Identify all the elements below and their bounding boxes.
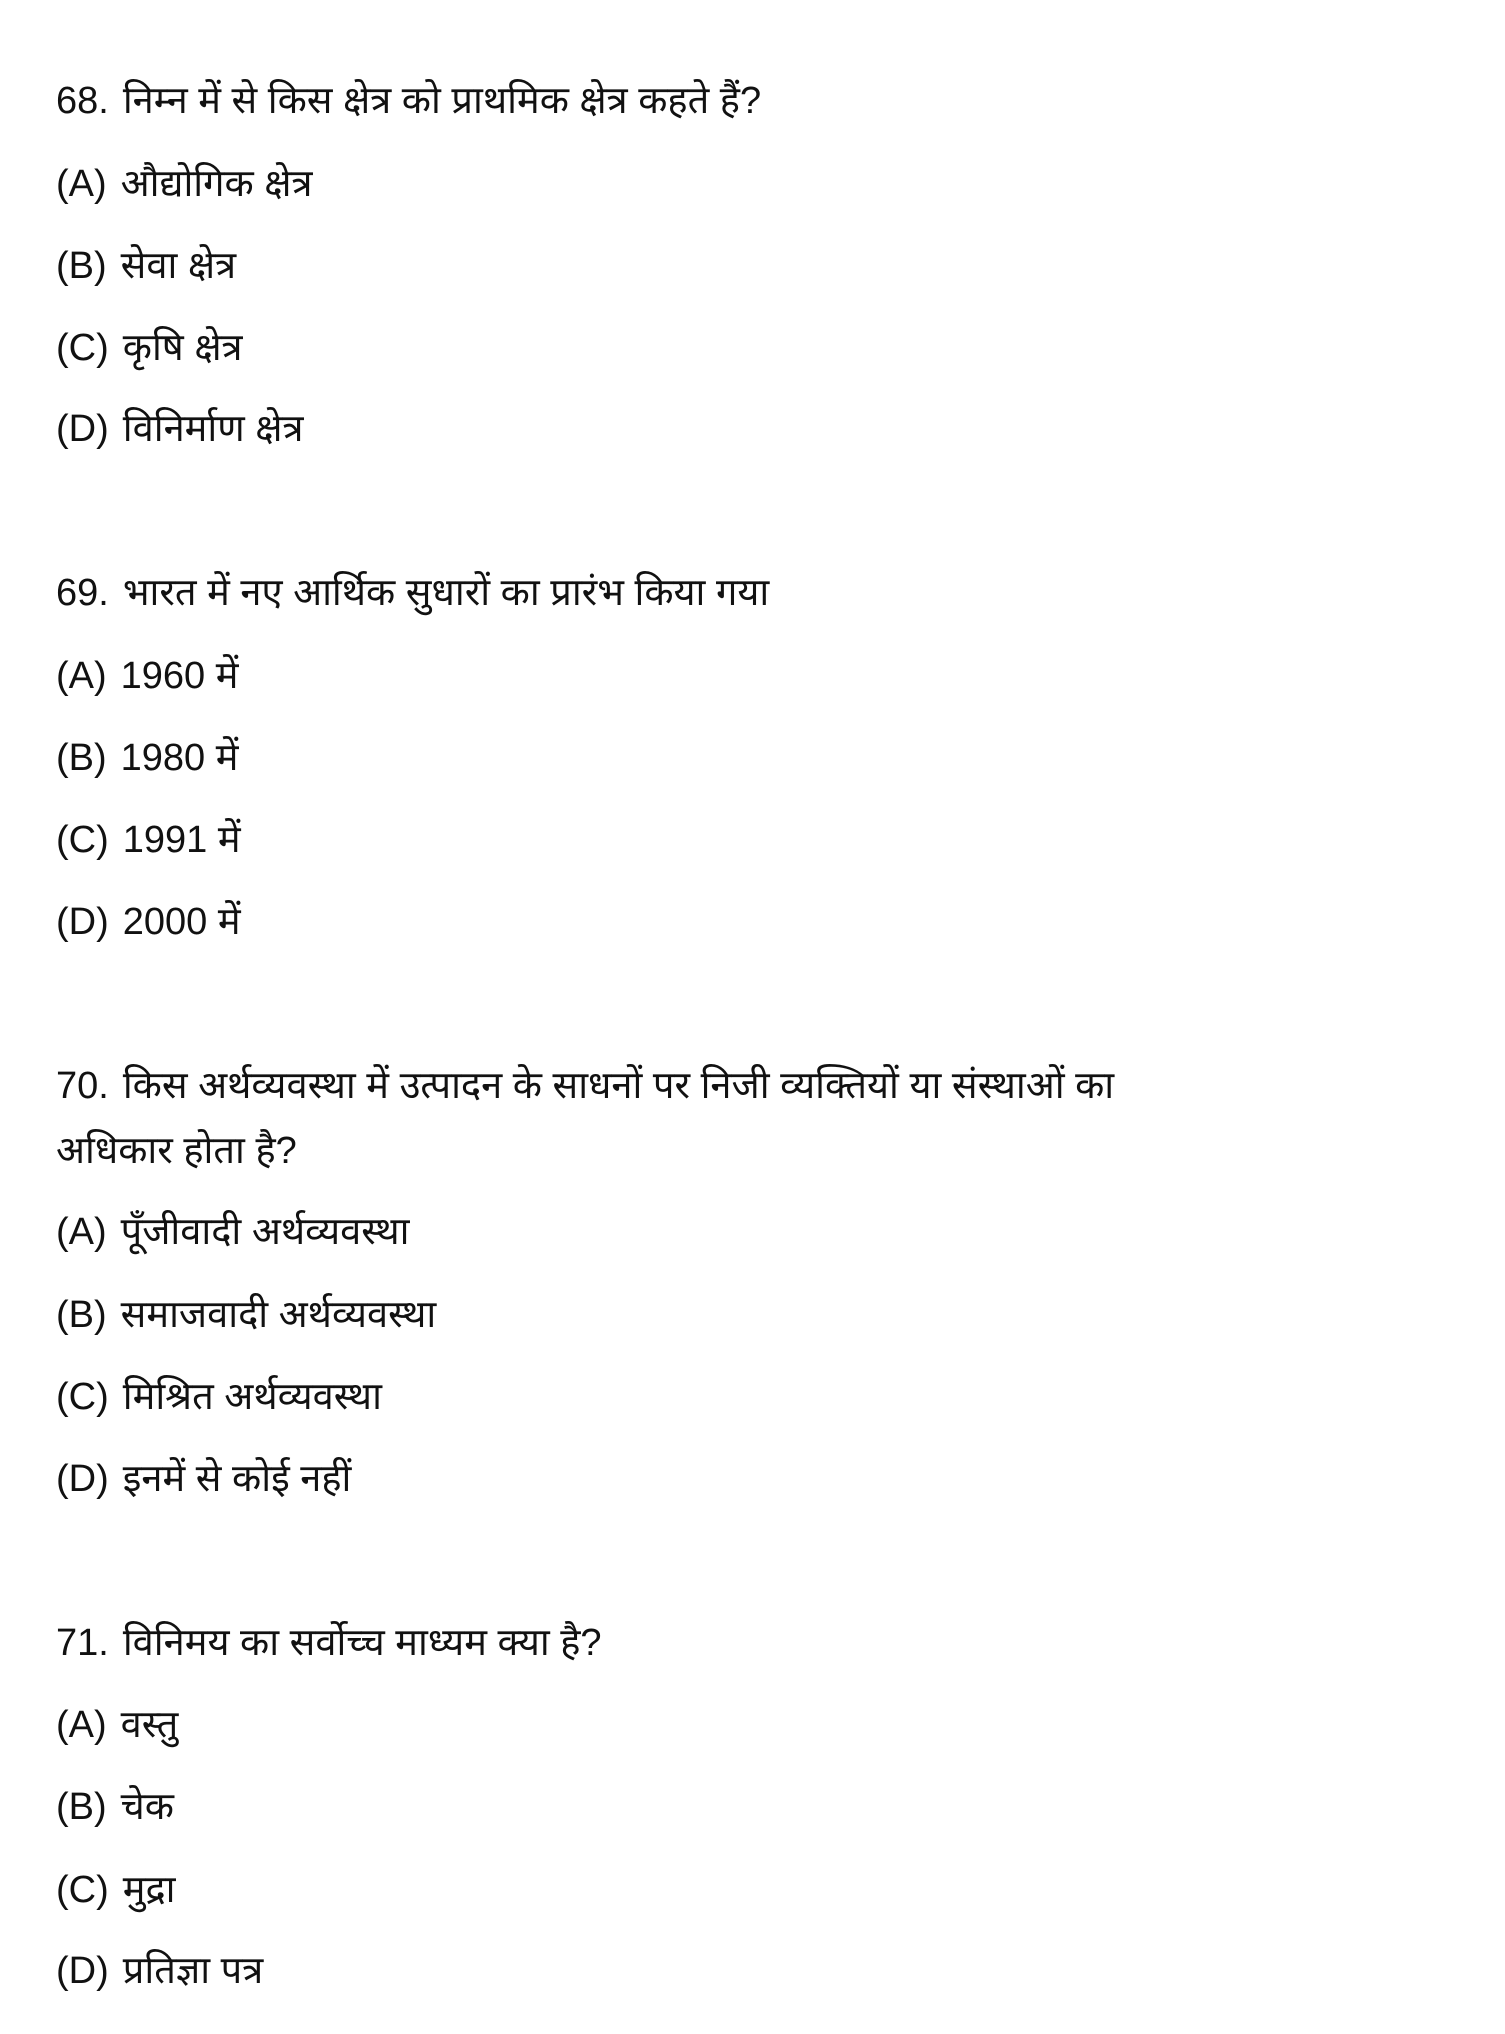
option-label: (D) xyxy=(56,1458,109,1500)
option-text: कृषि क्षेत्र xyxy=(122,327,243,369)
option-a xyxy=(56,1208,409,1256)
option-text: मुद्रा xyxy=(122,1869,176,1911)
option-text: विनिर्माण क्षेत्र xyxy=(122,408,304,450)
question-number: 70. xyxy=(56,1065,109,1107)
option-label: (A) xyxy=(56,655,107,697)
question-number: 69. xyxy=(56,572,109,614)
option-label: (C) xyxy=(56,1869,109,1911)
option-label: (B) xyxy=(56,245,107,287)
option-label: (B) xyxy=(56,1786,107,1828)
option-d xyxy=(56,405,304,453)
option-c xyxy=(56,816,241,864)
question-line: भारत में नए आर्थिक सुधारों का प्रारंभ किया गया xyxy=(122,572,770,614)
option-d xyxy=(56,898,241,946)
question-text xyxy=(56,77,761,125)
option-text: औद्योगिक क्षेत्र xyxy=(120,163,313,205)
option-b xyxy=(56,1291,436,1339)
option-label: (C) xyxy=(56,327,109,369)
question-line: विनिमय का सर्वोच्च माध्यम क्या है? xyxy=(122,1622,602,1664)
option-label: (D) xyxy=(56,408,109,450)
option-label: (A) xyxy=(56,163,107,205)
option-d xyxy=(56,1947,263,1995)
question-line: अधिकार होता है? xyxy=(56,1130,297,1172)
option-label: (A) xyxy=(56,1704,107,1746)
option-c xyxy=(56,324,243,372)
question-number: 71. xyxy=(56,1622,109,1664)
option-label: (B) xyxy=(56,1294,107,1336)
option-label: (C) xyxy=(56,1376,109,1418)
option-text: 1980 में xyxy=(120,737,239,779)
option-text: पूँजीवादी अर्थव्यवस्था xyxy=(120,1211,410,1253)
option-label: (D) xyxy=(56,901,109,943)
question-text xyxy=(56,569,769,617)
question-text xyxy=(56,1062,1114,1110)
option-text: समाजवादी अर्थव्यवस्था xyxy=(120,1294,437,1336)
question-text xyxy=(56,1619,602,1667)
option-text: सेवा क्षेत्र xyxy=(120,245,237,287)
option-text: 2000 में xyxy=(122,901,241,943)
question-line: किस अर्थव्यवस्था में उत्पादन के साधनों पर निजी व्यक्तियों या संस्थाओं का xyxy=(122,1065,1115,1107)
question-number: 68. xyxy=(56,80,109,122)
option-a xyxy=(56,160,313,208)
question-text-continued xyxy=(56,1127,297,1175)
option-text: प्रतिज्ञा पत्र xyxy=(122,1950,264,1992)
option-b xyxy=(56,734,238,782)
option-text: 1960 में xyxy=(120,655,239,697)
option-label: (C) xyxy=(56,819,109,861)
option-label: (D) xyxy=(56,1950,109,1992)
option-c xyxy=(56,1373,382,1421)
option-text: मिश्रित अर्थव्यवस्था xyxy=(122,1376,382,1418)
option-d xyxy=(56,1455,351,1503)
option-a xyxy=(56,652,238,700)
option-b xyxy=(56,1783,174,1831)
question-line: निम्न में से किस क्षेत्र को प्राथमिक क्षेत्र कहते हैं? xyxy=(122,80,762,122)
option-c xyxy=(56,1866,176,1914)
option-text: वस्तु xyxy=(120,1704,179,1746)
option-label: (A) xyxy=(56,1211,107,1253)
option-text: चेक xyxy=(120,1786,174,1828)
option-label: (B) xyxy=(56,737,107,779)
option-text: इनमें से कोई नहीं xyxy=(122,1458,352,1500)
option-a xyxy=(56,1701,178,1749)
option-b xyxy=(56,242,236,290)
option-text: 1991 में xyxy=(122,819,241,861)
